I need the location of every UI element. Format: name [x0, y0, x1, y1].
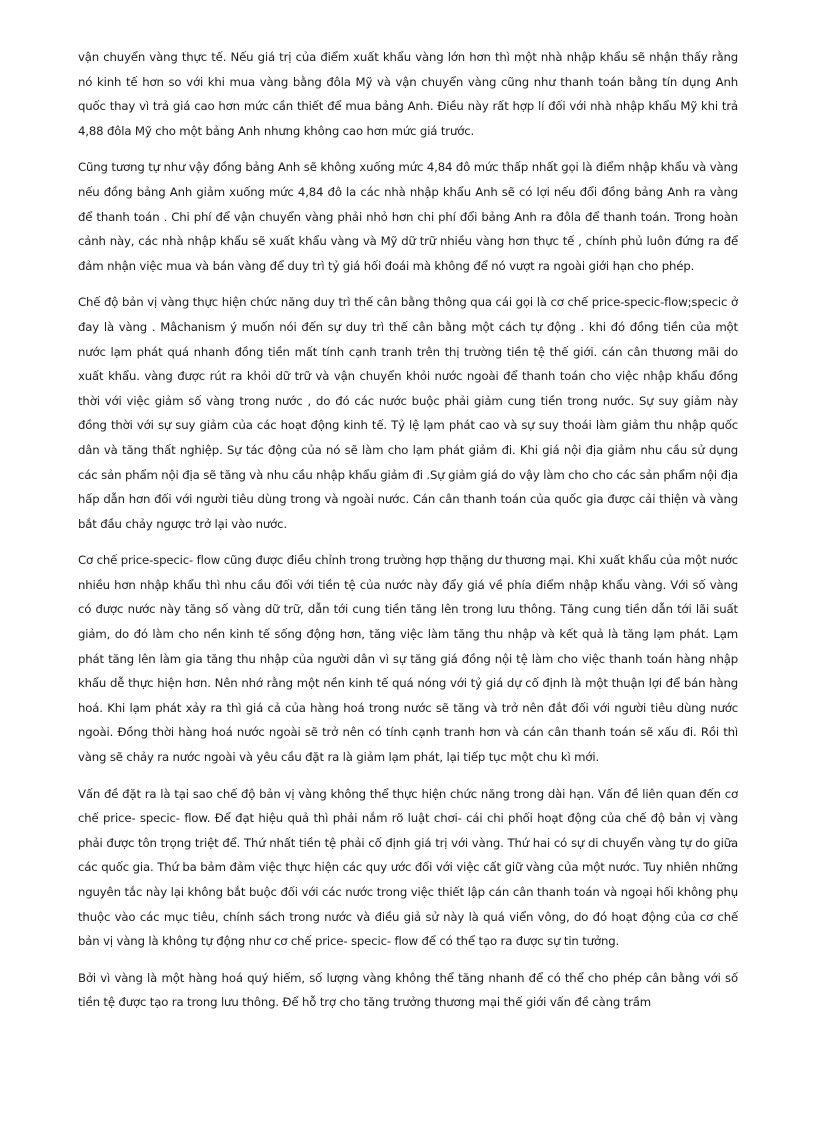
- paragraph-5: Vấn đề đặt ra là tại sao chế độ bản vị vàng không thể thực hiện chức năng trong dài hạn. Vấn đề liên quan đến cơ chế price- specic- flow. Để đạt hiệu quả thì phải nắm rõ luật chơi- cái chi phối hoạt động của chế độ bản vị vàng phải được tôn trọng triệt để. Thứ nhất tiền tệ phải cố định giá trị với vàng. Thứ hai có sự di chuyển vàng tự do giữa các quốc gia. Thứ ba bảm đảm việc thực hiện các quy ước đối với việc cất giữ vàng của một nước. Tuy nhiên những nguyên tắc này lại không bắt buộc đối với các nước trong việc thiết lập cán cân thanh toán và ngoại hối không phụ thuộc vào các mục tiêu, chính sách trong nước và điều giả sử này là quá viển vông, do đó hoạt động của cơ chế bản vị vàng là không tự động như cơ chế price- specic- flow để có thể tạo ra được sự tin tưởng.: [78, 786, 738, 949]
- paragraph-4: Cơ chế price-specic- flow cũng được điều chỉnh trong trường hợp thặng dư thương mại. Khi xuất khẩu của một nước nhiều hơn nhập khẩu thì nhu cầu đối với tiền tệ của nước này đẩy giá về phía điểm nhập khẩu vàng. Với số vàng có được nước này tăng số vàng dữ trữ, dẫn tới cung tiền tăng lên trong lưu thông. Tăng cung tiền dẫn tới lãi suất giảm, do đó làm cho nền kinh tế sống động hơn, tăng việc làm tăng thu nhập và kết quả là tăng lạm phát. Lạm phát tăng lên làm gia tăng thu nhập của người dân vì sự tăng giá đồng nội tệ làm cho việc thanh toán hàng nhập khẩu dễ thực hiện hơn. Nên nhớ rằng một nền kinh tế quá nóng với tỷ giá dự cố định là một thuận lợi để bán hàng hoá. Khi lạm phát xảy ra thì giá cả của hàng hoá trong nước sẽ tăng và trở nên đắt đối với người tiêu dùng nước ngoài. Đồng thời hàng hoá nước ngoài sẽ trở nên có tính cạnh tranh hơn và cán cân thanh toán sẽ xấu đi. Rồi thì vàng sẽ chảy ra nước ngoài và yêu cầu đặt ra là giảm lạm phát, lại tiếp tục một chu kì mới.: [78, 553, 738, 765]
- paragraph-2: Cũng tương tự như vậy đồng bảng Anh sẽ không xuống mức 4,84 đô mức thấp nhất gọi là điểm nhập khẩu và vàng nếu đồng bảng Anh giảm xuống mức 4,84 đô la các nhà nhập khẩu Anh sẽ có lợi nếu đổi đồng bảng Anh ra vàng để thanh toán . Chi phí để vận chuyển vàng phải nhỏ hơn chi phí đổi bảng Anh ra đôla để thanh toán. Trong hoàn cảnh này, các nhà nhập khẩu sẽ xuất khẩu vàng và Mỹ dữ trữ nhiều vàng hơn thực tế , chính phủ luôn đứng ra để đảm nhận việc mua và bán vàng để duy trì tỷ giá hối đoái mà không để nó vượt ra ngoài giới hạn cho phép.: [78, 160, 738, 273]
- document-page: [78, 45, 738, 1027]
- paragraph-6: Bởi vì vàng là một hàng hoá quý hiếm, số lượng vàng không thể tăng nhanh để có thể cho phép cân bằng với số tiền tệ được tạo ra trong lưu thông. Để hỗ trợ cho tăng trưởng thương mại thế giới vấn đề càng trầm: [78, 970, 738, 1010]
- paragraph-3: Chế độ bản vị vàng thực hiện chức năng duy trì thế cân bằng thông qua cái gọi là cơ chế price-specic-flow;specic ở đay là vàng . Mâchanism ý muốn nói đến sự duy trì thế cân bằng một cách tự động . khi đó đồng tiền của một nước lạm phát quá nhanh đồng tiền mất tính cạnh tranh trên thị trường tiền tệ thế giới. cán cân thương mãi do xuất khẩu. vàng được rút ra khỏi dữ trữ và vận chuyển khỏi nước ngoài để thanh toán cho việc nhập khẩu đồng thời với việc giảm số vàng trong nước , do đó các nước buộc phải giảm cung tiền trong nước. Sự suy giảm này đồng thời với sự suy giảm của các hoạt động kinh tế. Tỷ lệ lạm phát cao và sự suy thoái làm giảm thu nhập quốc dân và tăng thất nghiệp. Sự tác động của nó sẽ làm cho lạm phát giảm đi. Khi giá nội địa giảm nhu cầu sử dụng các sản phẩm nội địa sẽ tăng và nhu cầu nhập khẩu giảm đi .Sự giảm giá do vậy làm cho cho các sản phẩm nội địa hấp dẫn hơn đối với người tiêu dùng trong và ngoài nước. Cán cân thanh toán của quốc gia được cải thiện và vàng bắt đầu chảy ngược trở lại vào nước.: [78, 295, 738, 531]
- paragraph-1: vận chuyển vàng thực tế. Nếu giá trị của điểm xuất khẩu vàng lớn hơn thì một nhà nhập khẩu sẽ nhận thấy rằng nó kinh tế hơn so với khi mua vàng bằng đôla Mỹ và vận chuyển vàng cũng như thanh toán bằng tín dụng Anh quốc thay vì trả giá cao hơn mức cần thiết để mua bảng Anh. Điều này rất hợp lí đối với nhà nhập khẩu Mỹ khi trả 4,88 đôla Mỹ cho một bảng Anh nhưng không cao hơn mức giá trước.: [78, 50, 738, 138]
